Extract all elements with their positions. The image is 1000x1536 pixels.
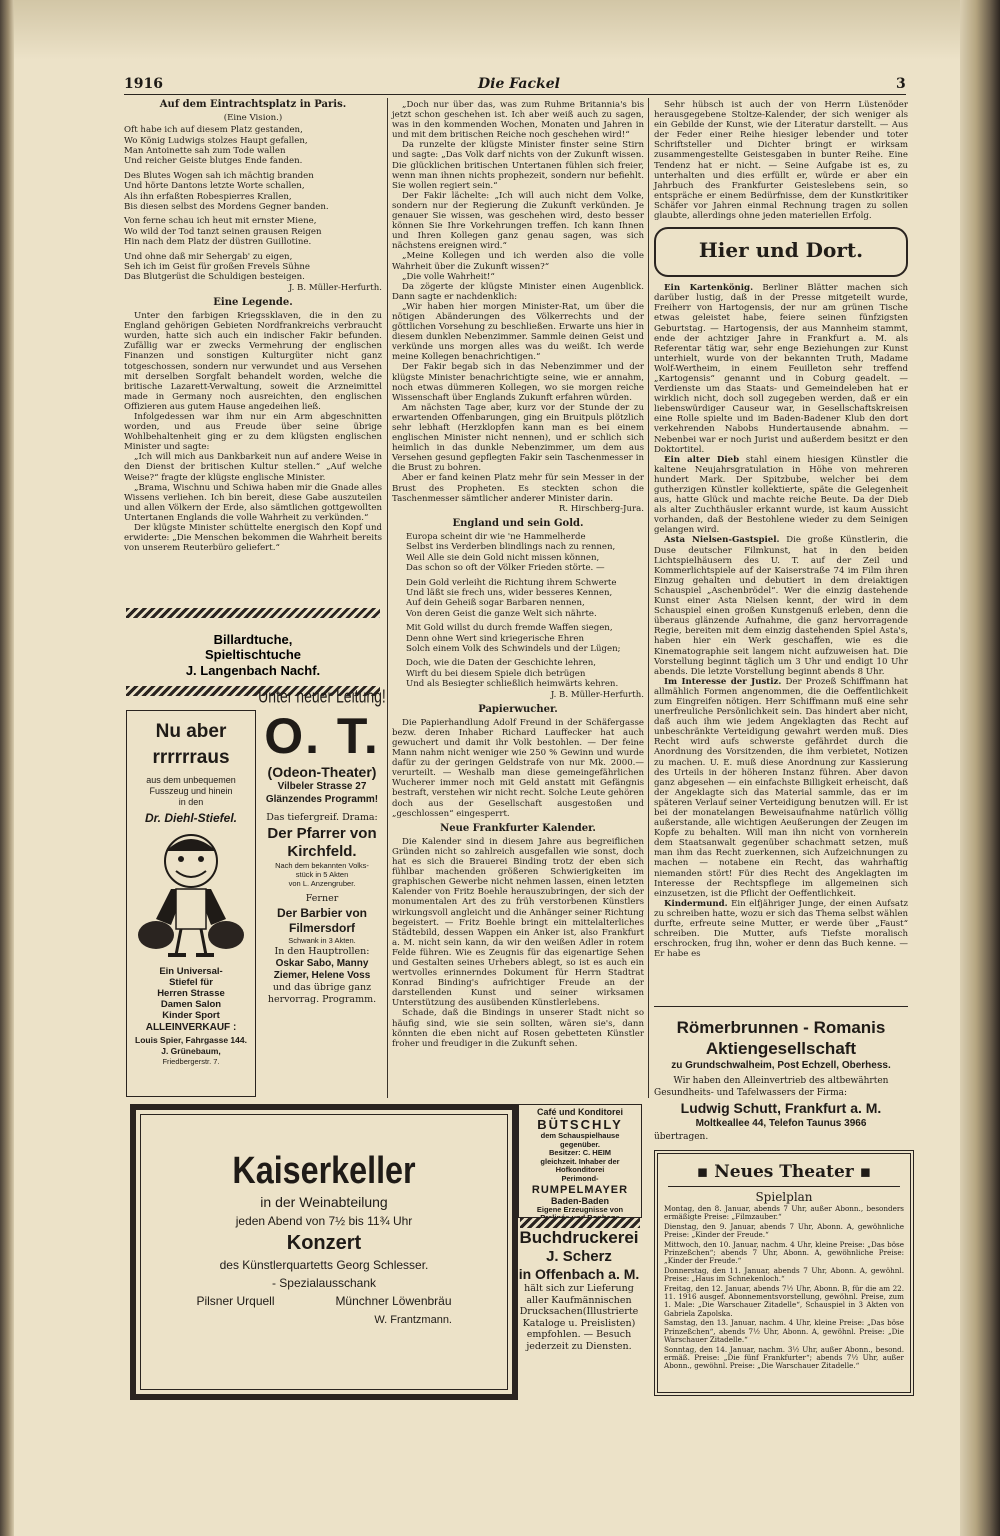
odeon-street: Vilbeler Strasse 27 [277, 781, 367, 792]
odeon-film2-a: Der Barbier von [276, 906, 368, 920]
kalender-paragraph: Schade, daß die Bindings in unserer Stadt nicht so häufig sind, wie sie sein sollten, wären sie's, dann könnten die eben nicht auf Rosen gebetteten Künstler froher und freudiger in die Zukunft sehen. [392, 1008, 644, 1049]
scherz-l4: hält sich zur Lieferung [524, 1283, 634, 1294]
poem1-title: Auf dem Eintrachtsplatz in Paris. [159, 99, 347, 110]
page-shadow [0, 0, 1000, 60]
note-paragraph [654, 283, 908, 455]
schedule-entry: Sonntag, den 14. Januar, nachm. 3½ Uhr, außer Abonn., besond. ermäß. Preise: „Die fünf Frankfurter“; abends 7½ Uhr, außer Abonn., gewöhnl. Preise: „Die Warschauer Zitadelle.“ [664, 1344, 904, 1371]
roemer-line1: Römerbrunnen - Romanis [676, 1018, 886, 1037]
note-text: Ein elfjähriger Junge, der einen Aufsatz zu schreiben hatte, wozu er sich das Thema selbst wählen durfte, erfreute seine Mutter, er werde über „Faust“ schreiben. Die Mutter, aufs Tiefste moralisch erschrocken, frug ihn, woher er denn das Buch kenne. — Er habe es [654, 898, 909, 960]
legend-cont-paragraph: Der Fakir begab sich in das Nebenzimmer und der klügste Minister benachrichtigte seine, wie er annahm, noch etwas dümmeren Kollegen, wo sie morgen reiche Wissenschaft über Englands Zukunft erfahren würden. [392, 362, 644, 403]
buetschly-l2: BÜTSCHLY [537, 1117, 623, 1132]
kaiserkeller-beer2: Münchner Löwenbräu [335, 1294, 452, 1308]
diehl-sub5: Kinder Sport [162, 1010, 220, 1021]
schedule-entry: Montag, den 8. Januar, abends 7 Uhr, außer Abonn., besonders ermäßigte Preise: „Filmzauber.“ [664, 1204, 904, 1222]
note-paragraph [654, 455, 908, 536]
buetschly-l5: Besitzer: C. HEIM [548, 1148, 612, 1158]
buetschly-l11: Eigene Erzeugnisse von [536, 1204, 624, 1214]
note-heading: Ein alter Dieb [664, 454, 740, 465]
kaiserkeller-l2: jeden Abend von 7½ bis 11¾ Uhr [235, 1214, 413, 1228]
note-paragraph [654, 899, 908, 960]
column-1 [124, 100, 382, 553]
note-heading: Im Interesse der Justiz. [664, 676, 782, 687]
kaiserkeller-l3: Konzert [286, 1232, 362, 1254]
poem2-stanza: Doch, wie die Daten der Geschichte lehren, Wirft du bei diesem Spiele dich betrügen Und als Besiegter schließlich heimwärts kehren. [406, 658, 619, 690]
odeon-film1-note2: stück in 5 Akten [295, 870, 349, 879]
diehl-sub3: Herren Strasse [157, 988, 225, 999]
legend-paragraph: Unter den farbigen Kriegssklaven, die in den zu England gehörigen Gebieten Nordfrankreichs verbraucht wurden, hatte sich auch ein indischer Fakir befunden. Zufällig war er zwecks Vermehrung der englischen Finanzen und sonstigen Kulturgüter nicht ganz totgeschossen, sondern nur verwundet und aus Versehen mit derselben Sorgfalt behandelt worden, welche die britische Lazarett-Verwaltung, soweit die Arzneimittel made in Germany noch ausreichten, den englischen Offizieren aus gutem Hause angedeihen ließ. [124, 311, 382, 412]
odeon-roles2: Ziemer, Helene Voss [273, 970, 371, 981]
roemer-text1: Wir haben den Alleinvertrieb des altbewährten [673, 1076, 889, 1086]
diehl-mascot-illustration [136, 829, 246, 961]
buetschly-l8: Perimond- [561, 1173, 599, 1183]
roemerbrunnen-ad [654, 1006, 908, 1144]
schedule-entry: Donnerstag, den 11. Januar, abends 7 Uhr, Abonn. A, gewöhnl. Preise: „Haus im Schnekenloch.“ [664, 1265, 904, 1284]
odeon-film1-b: Kirchfeld. [287, 843, 357, 860]
legend-author: R. Hirschberg-Jura. [558, 503, 644, 514]
diehl-text3: in den [178, 797, 204, 807]
diehl-dealer2-address: Friedbergerstr. 7. [162, 1057, 220, 1066]
theater-subtitle: Spielplan [755, 1190, 813, 1204]
odeon-ferner: Ferner [305, 893, 339, 904]
column-rule [387, 98, 388, 1098]
odeon-film1-note1: Nach dem bekannten Volks- [275, 861, 369, 870]
legend-title: Eine Legende. [213, 296, 293, 308]
legend-paragraph: Der klügste Minister schüttelte energisch den Kopf und erwiderte: „Die Menschen bekommen die Wahrheit bereits von unserem Reuterbüro geliefert.“ [124, 523, 382, 554]
note-text: Berliner Blätter machen sich darüber lustig, daß in der Presse mitgeteilt wurde, Freiherr von Hartogensis, der nur am grünen Tische etwas geleistet habe, feiere seinen fünfzigsten Geburtstag. — Hartogensis, der aus Mannheim stammt, ende der achtziger Jahre in Frankfurt a. M. als Referentar tätig war, sehr enge Beziehungen zur Kunst unterhielt, wurde von der bekannten Truth, Madame Wolf-Wertheim, in einem Feuilleton sehr treffend „Kartogensis“ genannt und in Coburg geadelt. — Verdienste um das Staats- und Gemeindeleben hat er wirklich nicht, doch soll zugegeben werden, daß er ein liebenswürdiger Causeur war, in Gesellschaftskreisen eine Rolle spielte und im Baden-Badener Klub den dort verkehrenden Nabobs Hundertausende abnahm. — Nebenbei war er noch Jurist und außerdem besitzt er den Doktortitel. [654, 283, 908, 455]
papier-title: Papierwucher. [478, 703, 558, 715]
scherz-l9: jederzeit zu Diensten. [526, 1340, 632, 1352]
billard-line3: J. Langenbach Nachf. [185, 663, 321, 678]
diehl-headline2: rrrrrraus [152, 747, 230, 768]
column-3 [654, 100, 908, 959]
buetschly-l7: Hofkonditorei [555, 1165, 605, 1175]
poem2-author: J. B. Müller-Herfurth. [550, 689, 644, 700]
odeon-rest1: und das übrige ganz [272, 982, 372, 993]
kaiserkeller-l4: des Künstlerquartetts Georg Schlesser. [219, 1258, 429, 1272]
legend-cont-paragraph: Am nächsten Tage aber, kurz vor der Stunde der zu erwartenden Offenbarungen, ging ein Bruitpuls plötzlich sehr lebhaft (Herzklopfen kann man es bei einem englischen Minister nicht nennen), und er schlich sich heimlich in das dunkle Nebenzimmer, um dem aus Versehen gesund gepflegten Fakir sein Taschenmesser in die Brust zu bohren. [392, 402, 644, 474]
diehl-alleinverkauf: ALLEINVERKAUF : [145, 1022, 237, 1033]
note-text: stahl einem hiesigen Künstler die kaltene Neujahrsgratulation in Höhe von mehreren hundert Mark. Der Spitzbube, welcher bei dem gutherzigen Künstler kollektierte, späte die Gelegenheit aus, hatte Glück und machte reiche Beute. Da der Dieb als alter Zuchthäusler erkannt wurde, ist kaum Aussicht vorhanden, daß der Bestohlene wieder zu dem Seinigen gelangen wird. [654, 454, 908, 536]
kalender-paragraph: Die Kalender sind in diesem Jahre aus begreiflichen Gründen nicht so zahlreich ausgefallen wie sonst, doch hat es sich die Brauerei Binding trotz der eben sich fühlbar machenden größeren Schwierigkeiten im graphischen Gewerbe nicht nehmen lassen, einen letzten Kalender von Fritz Boehle herauszubringen, der sich der monumentalen Art des zu früh verstorbenen Künstlers wirkungsvoll angleicht und die Anhänger seiner Richtung begeistert. — Fritz Boehle bringt ein mittelalterliches Städtebild, dessen Wappen ein Anker ist, also Frankfurt a. M. nicht sein kann, da wir den weißen Adler in rotem Felde führen. Wie es Zeugnis für das eigenartige Sehen und Gestalten seines Urhebers ablegt, so ist es auch ein wertvolles erinnerndes Dokument für Herrn Stadtrat Konrad Binding's aufrichtiger Freude an der darstellenden Kunst und seiner wirksamen Unterstützung des ausübenden Künstlerlebens. [392, 836, 644, 1009]
scherz-ad [518, 1228, 640, 1352]
legend-cont-paragraph: „Wir haben hier morgen Minister-Rat, um über die nötigen Abänderungen des Völkerrechts und der göttlichen Vorsehung zu beschließen. Erwarte uns hier in diesem dunklen Nebenzimmer. Sammle deinen Geist und verkünde uns morgen alles was du weißt. Ich werde meine Kollegen benachrichtigen.“ [392, 301, 644, 363]
legend-cont-paragraph: Da runzelte der klügste Minister finster seine Stirn und sagte: „Das Volk darf nichts von der Zukunft wissen. Die glücklichen britischen Untertanen fühlen sich freier, wenn man ihnen nichts prophezeit, sondern nur befiehlt. Sie wollen regiert sein.“ [392, 140, 644, 191]
note-heading: Ein Kartenkönig. [664, 283, 754, 294]
diehl-dealer2: J. Grünebaum, [161, 1046, 221, 1056]
roemer-tail: übertragen. [654, 1132, 709, 1142]
diehl-headline1: Nu aber [155, 721, 227, 742]
billard-line1: Billardtuche, [213, 632, 293, 647]
column-2 [392, 100, 644, 1049]
billard-ad [124, 632, 382, 679]
buetschly-l6: gleichzeit. Inhaber der [540, 1156, 620, 1166]
page-edge [960, 0, 1000, 1536]
theater-title: ▪ Neues Theater ▪ [696, 1162, 872, 1182]
theater-title-text: Neues Theater [714, 1162, 854, 1182]
schedule-entry: Samstag, den 13. Januar, nachm. 4 Uhr, kleine Preise: „Das böse Prinzeßchen“, abends 7½ Uhr, Abonn. A, gewöhnl. Preise: „Die Warschauer Zitadelle.“ [664, 1318, 904, 1345]
binding-edge [0, 0, 14, 1536]
page-number: 3 [896, 76, 906, 92]
diehl-stiefel-ad [126, 710, 256, 1097]
diehl-brand: Dr. Diehl-Stiefel. [144, 811, 238, 825]
kaiserkeller-signature: W. Frantzmann. [374, 1314, 452, 1326]
scherz-l2: J. Scherz [546, 1248, 612, 1265]
kaiserkeller-ad [130, 1104, 518, 1400]
column-rule [648, 98, 649, 1098]
odeon-program: Glänzendes Programm! [265, 794, 379, 805]
buetschly-ad [518, 1104, 642, 1218]
odeon-roles1: Oskar Sabo, Manny [275, 958, 369, 969]
odeon-big: O. T. [264, 708, 380, 764]
odeon-top: Unter neuer Leitung! [258, 685, 386, 707]
poem1-stanza: Oft habe ich auf diesem Platz gestanden, Wo König Ludwigs stolzes Haupt gefallen, Man Antoinette sah zum Tode wallen Und reicher Geiste blutges Ende fanden. [124, 125, 308, 167]
kaiserkeller-beer1: Pilsner Urquell [196, 1294, 275, 1308]
legend-paragraph: „Brama, Wischnu und Schiwa haben mir die Gnade alles Wissens verliehen. Ich bin bereit, diese Gabe auszuteilen und allen Völkern der Erde, also sämtlichen gottgewollten Untertanen Englands die volle Wahrheit zu verkünden.“ [124, 482, 382, 523]
poem1-stanza: Von ferne schau ich heut mit ernster Miene, Wo wild der Tod tanzt seinen grausen Reigen Hin nach dem Platz der düstren Guillotine. [124, 216, 322, 248]
theater-schedule [658, 1205, 910, 1371]
legend-cont-paragraph: „Meine Kollegen und ich werden also die volle Wahrheit über die Zukunft wissen?“ [392, 251, 644, 272]
kaiserkeller-l5: - Spezialausschank [271, 1276, 377, 1290]
diehl-sub4: Damen Salon [160, 999, 222, 1010]
hier-und-dort-banner [654, 227, 908, 277]
kaiserkeller-l1: in der Weinabteilung [260, 1194, 388, 1210]
poem1-subtitle: (Eine Vision.) [223, 113, 283, 124]
roemer-firm: Ludwig Schutt, Frankfurt a. M. [680, 1100, 882, 1116]
scherz-l7: Kataloge u. Preislisten) [522, 1317, 636, 1329]
roemer-line3: zu Grundschwalheim, Post Echzell, Oberhess. [671, 1060, 891, 1071]
poem1-stanza: Und ohne daß mir Sehergab' zu eigen, Seh ich im Geist für großen Frevels Sühne Das Blutgerüst die Schuldigen besteigen. [124, 251, 310, 283]
odeon-film1-a: Der Pfarrer von [267, 825, 377, 842]
odeon-film2-note: Schwank in 3 Akten. [288, 936, 356, 945]
odeon-theater-ad [258, 686, 386, 1094]
poem2-title: England und sein Gold. [452, 517, 584, 529]
header-year: 1916 [124, 76, 163, 92]
scherz-l3: in Offenbach a. M. [518, 1266, 640, 1282]
schedule-entry: Dienstag, den 9. Januar, abends 7 Uhr, Abonn. A, gewöhnliche Preise: „Kinder der Freude.“ [664, 1221, 904, 1240]
zigzag-border [520, 1218, 640, 1228]
note-text: Die große Künstlerin, die Duse deutscher Filmkunst, hat in den beiden Lichtspielhäusern des U. T. auf der Zeil und Kommerlichtspiele auf der Kaiserstraße 74 im Film ihren Einzug gehalten und debutiert in dem dreiaktigen Schauspiel „Aschenbrödel“. Wer die einzig dastehende Kunst einer Asta Nielsen kennt, der wird in dem Schauspiel einen großen Kunstgenuß erleben, denn die überaus glänzende Aufnahme, die ganz hervorragende Regie, bereiten mit dem einzig dastehenden Spiel Asta's, haben hier ein Werk geschaffen, wie es die Kinematographie seit langem nicht aufzuweisen hat. Die Vorstellung beginnt täglich um 3 Uhr und endigt 10 Uhr abends. Die letzte Vorstellung beginnt abends 8 Uhr. [654, 535, 908, 677]
kaiserkeller-title: Kaiserkeller [232, 1150, 416, 1192]
scherz-l5: aller Kaufmännischen [526, 1294, 632, 1306]
buetschly-l9: RUMPELMAYER [531, 1183, 629, 1196]
scherz-l8: empfohlen. — Besuch [526, 1329, 632, 1340]
legend-paragraph: Infolgedessen war ihm nur ein Arm abgeschnitten worden, und aus Freude über seine übrige Wohlbehaltenheit ging er zu dem klügsten englischen Minister und sagte: [124, 412, 382, 453]
zigzag-border [126, 608, 380, 618]
diehl-dealer1: Louis Spier, Fahrgasse 144. [135, 1035, 247, 1045]
header-rule [124, 94, 906, 95]
poem2-stanza: Dein Gold verleiht die Richtung ihrem Schwerte Und läßt sie frech uns, wider besseres Kennen, Auf dein Geheiß sogar Barbaren nennen, Von deren Geist die ganze Welt sich nährte. [406, 577, 617, 619]
billard-line2: Spieltischtuche [204, 647, 302, 662]
poem2-stanza: Mit Gold willst du durch fremde Waffen siegen, Denn ohne Wert sind kriegerische Ehren Solch einem Volk des Schwindels und der Lügen; [406, 623, 621, 654]
diehl-sub2: Stiefel für [169, 977, 213, 988]
schedule-entry: Freitag, den 12. Januar, abends 7½ Uhr, Abonn. B, für die am 22. 11. 1916 ausgef. Abonnementsvorstellung, gewöhnl. Preise, zum 1. Male: „Die Warschauer Zitadelle“, Schauspiel in 3 Akten von Gabriela Zapolska. [664, 1283, 904, 1318]
roemer-line2: Aktiengesellschaft [705, 1039, 857, 1058]
odeon-name: (Odeon-Theater) [267, 764, 377, 780]
odeon-drama-intro: Das tiefergreif. Drama: [266, 812, 378, 823]
legend-cont-paragraph: „Die volle Wahrheit!“ [402, 271, 495, 282]
odeon-film1-note3: von L. Anzengruber. [288, 879, 356, 888]
poem1-stanza: Des Blutes Wogen sah ich mächtig branden Und hörte Dantons letzte Worte schallen, Als ihn erfaßten Robespierres Krallen, Bis diesen selbst des Mordens Gegner banden. [124, 170, 329, 213]
kalender-title: Neue Frankfurter Kalender. [440, 822, 596, 834]
neues-theater-ad [654, 1150, 914, 1396]
note-heading: Kindermund. [664, 898, 728, 909]
odeon-rest2: hervorrag. Programm. [267, 994, 377, 1005]
note-text: Der Prozeß Schiffmann hat allmählich Formen angenommen, die die Oeffentlichkeit zum Eingreifen nötigen. Herr Schiffmann muß eine sehr unerfreuliche Persönlichkeit sein. Das hindert aber nicht, daß auch ihm wie jedem Angeklagten das Recht auf unbeschränkte Verteidigung gewahrt werden muß. Dies Recht wird aufs schwerste gefährdet durch die Anordnung des Vorsitzenden, die ihm verbietet, Notizen zu machen. U. E. muß diese Anordnung zur Kassierung des Urteils in der höheren Instanz führen. Aber davon ganz abgesehen — ein einfachste Billigkeit erheischt, daß der Angeklagte sich das Material sammle, das er im späteren Verlauf seiner Verteidigung benutzen will. Er ist bei der monatelangen Beweisaufnahme natürlich völlig außerstande, alle wichtigen Aeußerungen der Zeugen im Kopfe zu behalten. Will man ihn nicht von vornherein dem Staatsanwalt gegenüber schachmatt setzen, muß man ihm das Recht zuerkennen, sich Aufzeichnungen zu machen — notabene ein Recht, das wahrhaftig niemanden stört! Für dies Recht des Angeklagten im Interesse der Rechtspflege im allgemeinen sich einzusetzen, ist die Pflicht der Oeffentlichkeit. [654, 676, 908, 899]
masthead: Die Fackel [478, 76, 560, 92]
legend-cont-paragraph: Da zögerte der klügste Minister einen Augenblick. Dann sagte er nachdenklich: [392, 281, 644, 302]
note-paragraph [654, 535, 908, 676]
buetschly-l3: dem Schauspielhause [540, 1131, 620, 1140]
stoltze-paragraph: Sehr hübsch ist auch der von Herrn Lüstenöder herausgegebene Stoltze-Kalender, der sich weniger als ein Gebilde der Kunst, wie der Literatur darstellt. — Aus der Feder einer Reihe hiesiger lebender und toter Schriftsteller und Dichter bringt er wirksam zusammengestellte Geistesgaben in bunter Reihe. Eine Tendenz hat er nicht. — Seine Aufgabe ist es, zu unterhalten und dies erfüllt er, würde er aber ein Jahrbuch des Frankfurter Geisteslebens sein, so entspräche er einem Bedürfnisse, dem der Kunstkritiker Schäfer vor Jahren einmal Rechnung tragen zu sollen glaubte, allerdings ohne jeden materiellen Erfolg. [654, 100, 908, 222]
buetschly-l10: Baden-Baden [550, 1195, 609, 1206]
poem1-author: J. B. Müller-Herfurth. [288, 282, 382, 293]
diehl-sub1: Ein Universal- [159, 966, 223, 977]
poem2-stanza: Europa scheint dir wie 'ne Hammelherde Selbst ins Verderben blindlings nach zu rennen, Weil Alle sie dein Gold nicht missen können, Das schon so oft der Völker Frieden störte. — [406, 531, 616, 574]
scherz-l1: Buchdruckerei [519, 1228, 639, 1247]
roemer-text2: Gesundheits- und Tafelwassers der Firma: [654, 1088, 848, 1098]
schedule-entry: Mittwoch, den 10. Januar, nachm. 4 Uhr, kleine Preise: „Das böse Prinzeßchen“; abends 7 Uhr, Abonn. A, gewöhnliche Preise: „Kinder der Freude.“ [664, 1239, 904, 1266]
hier-und-dort-title: Hier und Dort. [698, 238, 864, 263]
legend-cont-paragraph: „Doch nur über das, was zum Ruhme Britannia's bis jetzt schon geschehen ist. Ich aber weiß auch zu sagen, was in den kommenden Wochen, Monaten und Jahren in und mit dem britischen Reiche noch geschehen wird!“ [392, 100, 644, 141]
diehl-text1: aus dem unbequemen [146, 775, 236, 785]
diehl-text2: Fusszeug und hinein [149, 786, 233, 796]
buetschly-l4: gegenüber. [559, 1139, 600, 1149]
odeon-film2-b: Filmersdorf [288, 921, 355, 935]
roemer-address: Moltkeallee 44, Telefon Taunus 3966 [695, 1118, 867, 1129]
note-paragraph [654, 677, 908, 899]
legend-cont-paragraph: Der Fakir lächelte: „Ich will auch nicht dem Volke, sondern nur der Regierung die Zukunft verkünden. Je genauer Sie wissen, was geschehen wird, desto besser können Sie Ihre Vorkehrungen treffen. Ich kann Ihnen und Ihren Kollegen ganz genau sagen, was sich nächstens ereignen wird.“ [392, 190, 644, 252]
papier-paragraph: Die Papierhandlung Adolf Freund in der Schäfergasse bezw. deren Inhaber Richard Lauffecker hat auch gewuchert und damit ihr Volk bestohlen. — Der feine Mann nahm nicht weniger wie 250 % Gewinn und wurde dafür zu der geringen Geldstrafe von nur Mk. 2000.— verurteilt. — Weshalb man diese gemeingefährlichen Wucherer immer noch mit Geld anstatt mit Gefängnis bestraft, verstehen wir nicht recht. Solche Leute gehören doch aus der Gesellschaft ausgestoßen und „geschlossen“ eingesperrt. [392, 717, 644, 819]
buetschly-l1: Café und Konditorei [537, 1107, 623, 1117]
legend-cont-paragraph: Aber er fand keinen Platz mehr für sein Messer in der Brust des Propheten. Es steckten schon die Taschenmesser sämtlicher anderer Minister darin. [392, 473, 644, 504]
scherz-l6: Drucksachen(Illustrierte [519, 1306, 639, 1317]
legend-paragraph: „Ich will mich aus Dankbarkeit nun auf andere Weise in den Dienst der britischen Kultur stellen.“ „Auf welche Weise?“ fragte der klügste englische Minister. [124, 452, 382, 483]
note-heading: Asta Nielsen-Gastspiel. [664, 535, 780, 546]
odeon-roles-intro: In den Hauptrollen: [274, 946, 370, 957]
